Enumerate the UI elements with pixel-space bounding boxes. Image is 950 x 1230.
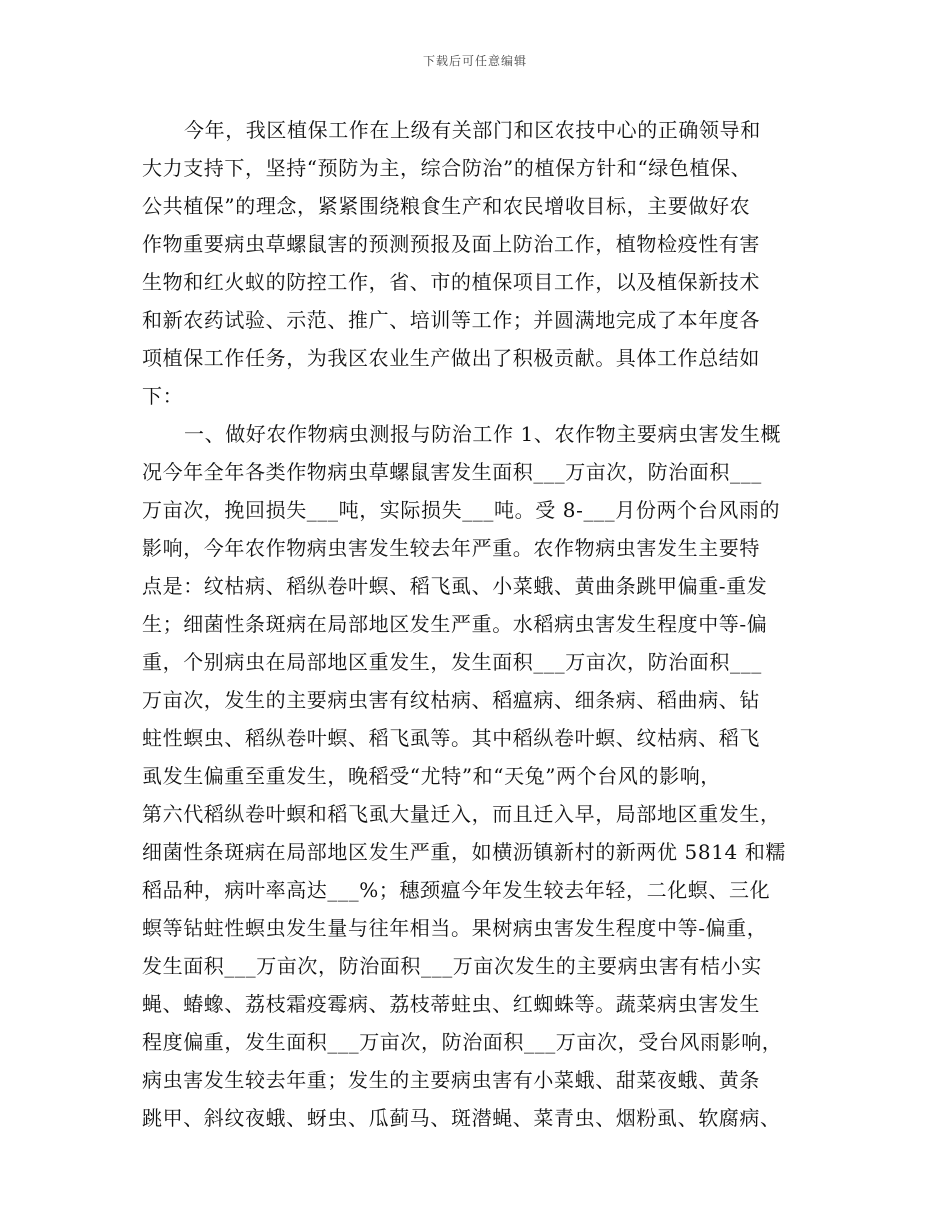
paragraph-line: 重，个别病虫在局部地区重发生，发生面积___万亩次，防治面积___ [142,650,762,674]
paragraph-line: 虱发生偏重至重发生，晚稻受“尤特”和“天兔”两个台风的影响， [142,764,721,788]
paragraph-line: 大力支持下，坚持“预防为主，综合防治”的植保方针和“绿色植保、 [142,156,752,180]
paragraph-line: 一、做好农作物病虫测报与防治工作 1、农作物主要病虫害发生概 [184,422,782,446]
paragraph-line: 蛀性螟虫、稻纵卷叶螟、稻飞虱等。其中稻纵卷叶螟、纹枯病、稻飞 [142,726,760,750]
paragraph-line: 今年，我区植保工作在上级有关部门和区农技中心的正确领导和 [184,118,761,142]
paragraph-line: 下： [142,384,184,408]
paragraph-line: 稻品种，病叶率高达___%；穗颈瘟今年发生较去年轻，二化螟、三化 [142,878,771,902]
paragraph-line: 作物重要病虫草螺鼠害的预测预报及面上防治工作，植物检疫性有害 [142,232,760,256]
paragraph-line: 影响，今年农作物病虫害发生较去年严重。农作物病虫害发生主要特 [142,536,760,560]
paragraph-line: 点是：纹枯病、稻纵卷叶螟、稻飞虱、小菜蛾、黄曲条跳甲偏重-重发 [142,574,768,598]
paragraph-line: 生；细菌性条斑病在局部地区发生严重。水稻病虫害发生程度中等-偏 [142,612,768,636]
header-note: 下载后可任意编辑 [422,54,527,68]
paragraph-line: 程度偏重，发生面积___万亩次，防治面积___万亩次，受台风雨影响， [142,1030,783,1054]
paragraph-line: 生物和红火蚁的防控工作，省、市的植保项目工作，以及植保新技术 [142,270,760,294]
paragraph-line: 细菌性条斑病在局部地区发生严重，如横沥镇新村的新两优 5814 和糯 [142,840,787,864]
paragraph-line: 跳甲、斜纹夜蛾、蚜虫、瓜蓟马、斑潜蝇、菜青虫、烟粉虱、软腐病、 [142,1106,781,1130]
paragraph-line: 万亩次，挽回损失___吨，实际损失___吨。受 8-___月份两个台风雨的 [142,498,781,522]
paragraph-line: 公共植保”的理念，紧紧围绕粮食生产和农民增收目标，主要做好农 [142,194,751,218]
paragraph-line: 螟等钻蛀性螟虫发生量与往年相当。果树病虫害发生程度中等-偏重， [142,916,768,940]
body-text [142,111,812,1137]
paragraph-line: 病虫害发生较去年重；发生的主要病虫害有小菜蛾、甜菜夜蛾、黄条 [142,1068,760,1092]
paragraph-line: 万亩次，发生的主要病虫害有纹枯病、稻瘟病、细条病、稻曲病、钻 [142,688,760,712]
paragraph-line: 和新农药试验、示范、推广、培训等工作；并圆满地完成了本年度各 [142,308,760,332]
paragraph-line: 项植保工作任务，为我区农业生产做出了积极贡献。具体工作总结如 [142,346,760,370]
paragraph-line: 蝇、蝽蟓、荔枝霜疫霉病、荔枝蒂蛀虫、红蜘蛛等。蔬菜病虫害发生 [142,992,760,1016]
paragraph-line: 发生面积___万亩次，防治面积___万亩次发生的主要病虫害有桔小实 [142,954,762,978]
paragraph-line: 第六代稻纵卷叶螟和稻飞虱大量迁入，而且迁入早，局部地区重发生， [142,802,781,826]
paragraph-line: 况今年全年各类作物病虫草螺鼠害发生面积___万亩次，防治面积___ [142,460,762,484]
